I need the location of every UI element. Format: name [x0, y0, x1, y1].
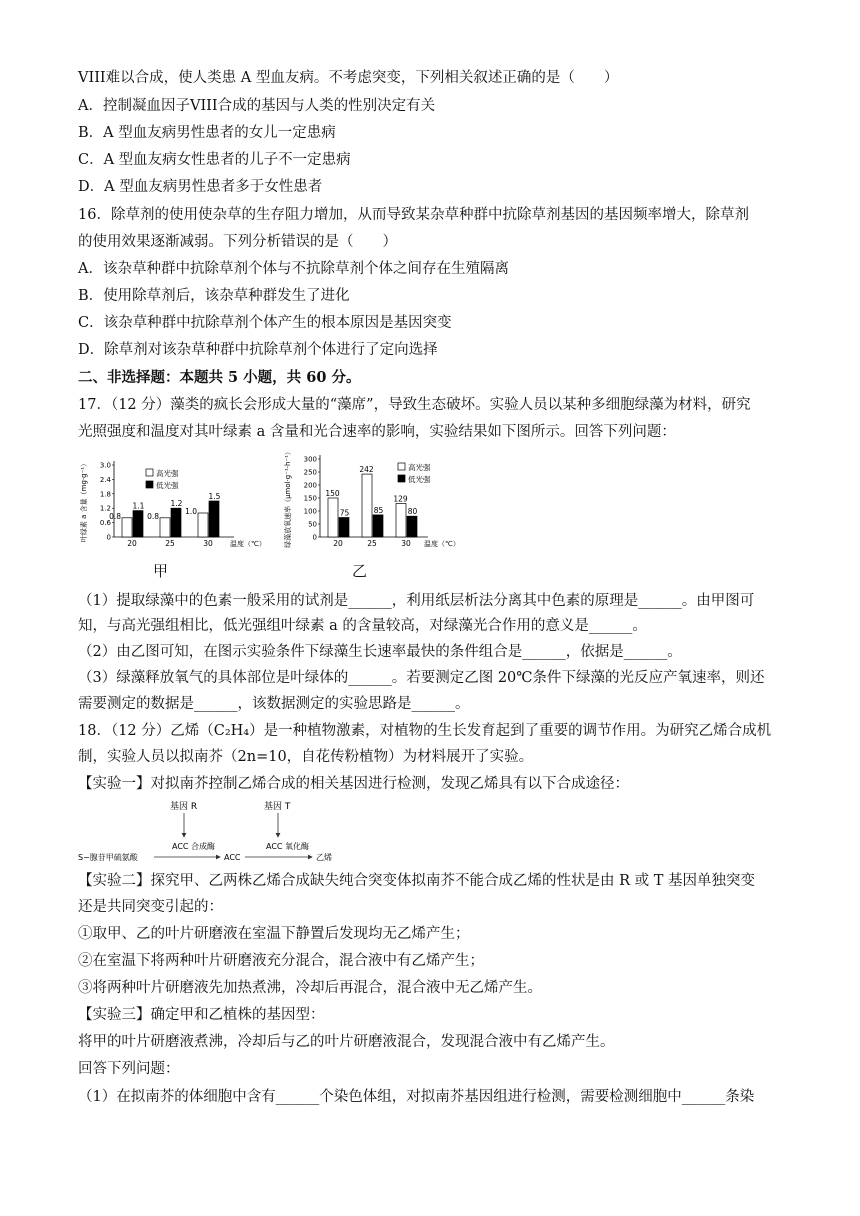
q16-stem-line1: 16．除草剂的使用使杂草的生存阻力增加，从而导致某杂草种群中抗除草剂基因的基因频率增大，除草剂 — [78, 207, 749, 223]
bar-高光强-25 — [160, 518, 170, 537]
substrate-label: S−腺苷甲硫氨酸 — [78, 853, 138, 862]
acc-label: ACC — [224, 853, 241, 862]
y-tick-label: 0 — [106, 533, 111, 542]
q16-option-a: A．该杂草种群中抗除草剂个体与不抗除草剂个体之间存在生殖隔离 — [78, 261, 509, 277]
chart-yi — [282, 448, 472, 557]
enzyme1-label: ACC 合成酶 — [172, 842, 216, 851]
ethylene-label: 乙烯 — [316, 853, 332, 862]
x-axis-label: 温度（℃） — [230, 540, 266, 548]
data-label: 0.8 — [147, 511, 159, 521]
q15-option-a: A．控制凝血因子VIII合成的基因与人类的性别决定有关 — [78, 98, 436, 114]
legend-swatch — [398, 475, 405, 482]
legend-label: 低光强 — [408, 475, 431, 484]
enzyme2-label: ACC 氧化酶 — [266, 842, 310, 851]
q18-stem-line2: 制，实验人员以拟南芥（2n=10，自花传粉植物）为材料展开了实验。 — [78, 749, 534, 765]
section-heading: 二、非选择题：本题共 5 小题，共 60 分。 — [78, 369, 361, 386]
q18-step2: ②在室温下将两种叶片研磨液充分混合，混合液中有乙烯产生； — [78, 953, 484, 969]
q17-stem-line1: 17．（12 分）藻类的疯长会形成大量的“藻席”，导致生态破坏。实验人员以某种多细胞绿藻为材料，研究 — [78, 397, 751, 413]
y-tick-label: 2.4 — [99, 475, 111, 484]
bar-高光强-30 — [198, 513, 208, 537]
y-tick-label: 3.0 — [99, 461, 111, 470]
q16-option-d: D．除草剂对该杂草种群中抗除草剂个体进行了定向选择 — [78, 342, 438, 358]
q18-step3: ③将两种叶片研磨液先加热煮沸，冷却后再混合，混合液中无乙烯产生。 — [78, 980, 542, 996]
legend-label: 高光强 — [408, 463, 431, 472]
data-label: 1.2 — [170, 499, 183, 509]
legend-swatch — [146, 469, 153, 476]
legend-label: 高光强 — [156, 469, 179, 478]
bar-低光强-20 — [133, 511, 143, 537]
x-tick-label: 25 — [367, 539, 377, 548]
q17-sub3-line1: （3）绿藻释放氧气的具体部位是叶绿体的______。若要测定乙图 20℃条件下绿藻的光反应产氧速率，则还 — [78, 670, 765, 686]
q15-option-c: C．A 型血友病女性患者的儿子不一定患病 — [78, 152, 351, 168]
y-tick-label: 0.6 — [99, 519, 111, 528]
x-axis-label: 温度（℃） — [424, 540, 460, 548]
bar-低光强-30 — [407, 516, 417, 537]
legend-label: 低光强 — [156, 481, 179, 490]
q17-sub2: （2）由乙图可知，在图示实验条件下绿藻生长速率最快的条件组合是______，依据是______。 — [78, 644, 682, 660]
bar-低光强-20 — [339, 518, 349, 538]
q15-option-b: B．A 型血友病男性患者的女儿一定患病 — [78, 125, 336, 141]
data-label: 75 — [339, 508, 350, 518]
bar-高光强-20 — [328, 498, 338, 537]
y-tick-label: 300 — [303, 455, 317, 464]
data-label: 80 — [407, 507, 418, 517]
bar-低光强-25 — [171, 508, 181, 537]
data-label: 1.5 — [208, 492, 221, 501]
y-axis-label: 叶绿素 a 含量（mg·g⁻¹） — [80, 459, 88, 543]
data-label: 1.0 — [185, 507, 197, 516]
q18-experiment3-desc: 将甲的叶片研磨液煮沸，冷却后与乙的叶片研磨液混合，发现混合液中有乙烯产生。 — [78, 1034, 615, 1050]
x-tick-label: 30 — [401, 539, 411, 548]
y-tick-label: 1.8 — [99, 490, 111, 499]
q18-experiment2-line1: 【实验二】探究甲、乙两株乙烯合成缺失纯合突变体拟南芥不能合成乙烯的性状是由 R 或 T 基因单独突变 — [78, 873, 756, 889]
chart-jia-caption: 甲 — [153, 562, 169, 580]
chart-jia — [78, 452, 266, 557]
q18-experiment1: 【实验一】对拟南芥控制乙烯合成的相关基因进行检测，发现乙烯具有以下合成途径： — [78, 776, 629, 792]
gene-r-label: 基因 R — [170, 802, 198, 812]
q17-sub1-line2: 知，与高光强组相比，低光强组叶绿素 a 的含量较高，对绿藻光合作用的意义是______。 — [78, 618, 647, 634]
y-tick-label: 0 — [312, 533, 317, 542]
data-label: 129 — [393, 494, 408, 504]
bar-低光强-30 — [209, 501, 219, 537]
data-label: 1.1 — [132, 501, 145, 511]
x-tick-label: 25 — [165, 539, 175, 548]
bar-高光强-30 — [396, 503, 406, 537]
y-tick-label: 1.2 — [99, 504, 111, 513]
data-label: 0.8 — [109, 511, 121, 521]
y-tick-label: 50 — [308, 520, 317, 529]
q15-option-d: D．A 型血友病男性患者多于女性患者 — [78, 179, 323, 195]
y-axis-label: 绿藻放氧速率（μmol·g⁻¹·h⁻¹） — [284, 448, 292, 548]
data-label: 242 — [359, 465, 374, 475]
gene-t-label: 基因 T — [264, 802, 291, 812]
q17-stem-line2: 光照强度和温度对其叶绿素 a 含量和光合速率的影响，实验结果如下图所示。回答下列问题： — [78, 424, 676, 440]
y-tick-label: 200 — [303, 481, 317, 490]
q16-stem-line2: 的使用效果逐渐减弱。下列分析错误的是（ ） — [78, 234, 397, 250]
q18-sub1: （1）在拟南芥的体细胞中含有______个染色体组，对拟南芥基因组进行检测，需要检测细胞中______条染 — [78, 1089, 755, 1105]
x-tick-label: 20 — [127, 539, 137, 548]
q18-experiment2-line2: 还是共同突变引起的： — [78, 899, 223, 915]
q18-experiment3: 【实验三】确定甲和乙植株的基因型： — [78, 1007, 325, 1023]
q18-stem-line1: 18．（12 分）乙烯（C₂H₄）是一种植物激素，对植物的生长发育起到了重要的调节作用。为研究乙烯合成机 — [78, 723, 772, 739]
ethylene-pathway-diagram — [78, 797, 378, 867]
y-tick-label: 250 — [303, 468, 317, 477]
q16-option-c: C．该杂草种群中抗除草剂个体产生的根本原因是基因突变 — [78, 315, 452, 331]
bar-低光强-25 — [373, 515, 383, 537]
data-label: 85 — [373, 505, 384, 515]
chart-yi-caption: 乙 — [352, 562, 368, 580]
x-tick-label: 30 — [203, 539, 213, 548]
bar-高光强-25 — [362, 474, 372, 537]
q16-option-b: B．使用除草剂后，该杂草种群发生了进化 — [78, 288, 350, 304]
legend-swatch — [146, 481, 153, 488]
y-tick-label: 100 — [303, 507, 317, 516]
q17-sub3-line2: 需要测定的数据是______，该数据测定的实验思路是______。 — [78, 696, 470, 712]
q18-step1: ①取甲、乙的叶片研磨液在室温下静置后发现均无乙烯产生； — [78, 926, 470, 942]
x-tick-label: 20 — [333, 539, 343, 548]
q15-stem: VIII难以合成，使人类患 A 型血友病。不考虑突变，下列相关叙述正确的是（ ） — [78, 70, 619, 86]
y-tick-label: 150 — [303, 494, 317, 503]
legend-swatch — [398, 463, 405, 470]
data-label: 150 — [325, 489, 340, 498]
q17-sub1-line1: （1）提取绿藻中的色素一般采用的试剂是______，利用纸层析法分离其中色素的原理是______。由甲图可 — [78, 593, 755, 609]
q18-answer-intro: 回答下列问题： — [78, 1061, 180, 1077]
bar-高光强-20 — [122, 518, 132, 537]
